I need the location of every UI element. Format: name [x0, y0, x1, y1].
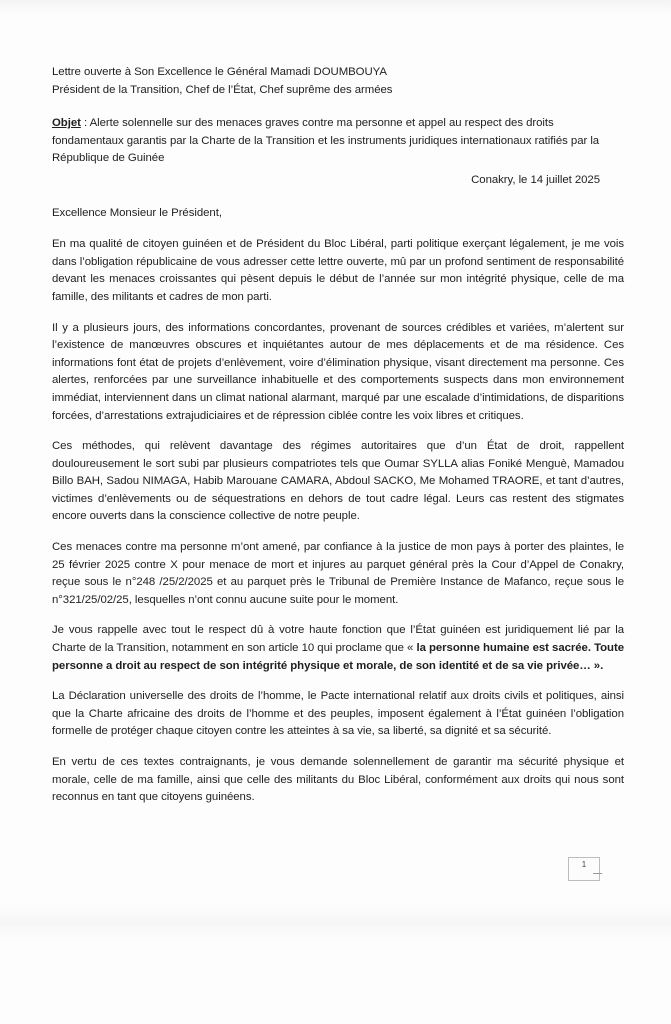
addressee-line: Lettre ouverte à Son Excellence le Général Mamadi DOUMBOUYA	[52, 66, 387, 78]
paragraph: La Déclaration universelle des droits de l’homme, le Pacte international relatif aux droits civils et politiques, ainsi que la Charte africaine des droits de l’homme et des peuples, imposent également à l’État guinéen l’obligation formelle de protéger chaque citoyen contre les atteintes à sa vie, sa liberté, sa dignité et sa sécurité.	[52, 690, 624, 738]
date-line: Conakry, le 14 juillet 2025	[471, 173, 600, 186]
quote-intro: Je vous rappelle avec tout le respect dû à votre haute fonction que l’État guinéen est juridiquement lié par la Charte de la Transition, notamment en son article 10 qui proclame que «	[52, 624, 624, 655]
charter-quote-paragraph	[52, 622, 624, 675]
page-number: 1	[581, 860, 587, 869]
object-text: : Alerte solennelle sur des menaces graves contre ma personne et appel au respect des droits fondamentaux garantis par la Charte de la Transition et les instruments juridiques internationaux ratifiés par la République de Guinée	[52, 117, 600, 165]
page-curl-icon	[589, 873, 603, 881]
salutation: Excellence Monsieur le Président,	[52, 206, 222, 219]
paragraph: Il y a plusieurs jours, des informations concordantes, provenant de sources crédibles et variées, m’alertent sur l’existence de manœuvres obscures et inquiétantes autour de mes déplacements et de ma résidence. Ces informations font état de projets d’enlèvement, voire d’élimination physique, visant directement ma personne. Ces alertes, renforcées par une surveillance inhabituelle et des comportements suspects dans mon environnement immédiat, interviennent dans un climat national alarmant, marqué par une escalade d’intimidations, de disparitions forcées, d’arrestations extrajudiciaires et de répression ciblée contre les voix libres et critiques.	[52, 321, 624, 422]
next-page-bleed	[0, 905, 671, 941]
addressee-title: Président de la Transition, Chef de l’État, Chef suprême des armées	[52, 83, 393, 96]
previous-page-bleed	[0, 0, 671, 14]
page-number-box	[568, 857, 600, 881]
letter-object	[52, 115, 624, 168]
paragraph: En ma qualité de citoyen guinéen et de Président du Bloc Libéral, parti politique exerçant légalement, je me vois dans l’obligation républicaine de vous adresser cette lettre ouverte, mû par un profond sentiment de responsabilité devant les menaces croissantes qui pèsent depuis le début de l’année sur mon intégrité physique, celle de ma famille, des militants et cadres de mon parti.	[52, 238, 624, 303]
object-label: Objet	[52, 117, 81, 130]
paragraph: Ces méthodes, qui relèvent davantage des régimes autoritaires que d’un État de droit, rappellent douloureusement le sort subi par plusieurs compatriotes tels que Oumar SYLLA alias Foniké Menguè, Mamadou Billo BAH, Sadou NIMAGA, Habib Marouane CAMARA, Abdoul SACKO, Me Mohamed TRAORE, et tant d’autres, victimes d’enlèvements ou de séquestrations en dehors de tout cadre légal. Leurs cas restent des stigmates encore ouverts dans la conscience collective de notre peuple.	[52, 440, 624, 523]
letter-header	[52, 64, 624, 99]
charter-quote: la personne humaine est sacrée. Toute personne a droit au respect de son intégrité physique et morale, de son identité et de sa vie privée… ».	[52, 642, 624, 672]
paragraph: Ces menaces contre ma personne m’ont amené, par confiance à la justice de mon pays à porter des plaintes, le 25 février 2025 contre X pour menace de mort et injures au parquet général près la Cour d’Appel de Conakry, reçue sous le n°248 /25/2/2025 et au parquet près le Tribunal de Première Instance de Mafanco, reçue sous le n°321/25/02/25, lesquelles n’ont connu aucune suite pour le moment.	[52, 541, 624, 606]
paragraph: En vertu de ces textes contraignants, je vous demande solennellement de garantir ma sécurité physique et morale, celle de ma famille, ainsi que celle des militants du Bloc Libéral, conformément aux droits qui nous sont reconnus en tant que citoyens guinéens.	[52, 756, 624, 804]
letter-body	[52, 64, 624, 807]
